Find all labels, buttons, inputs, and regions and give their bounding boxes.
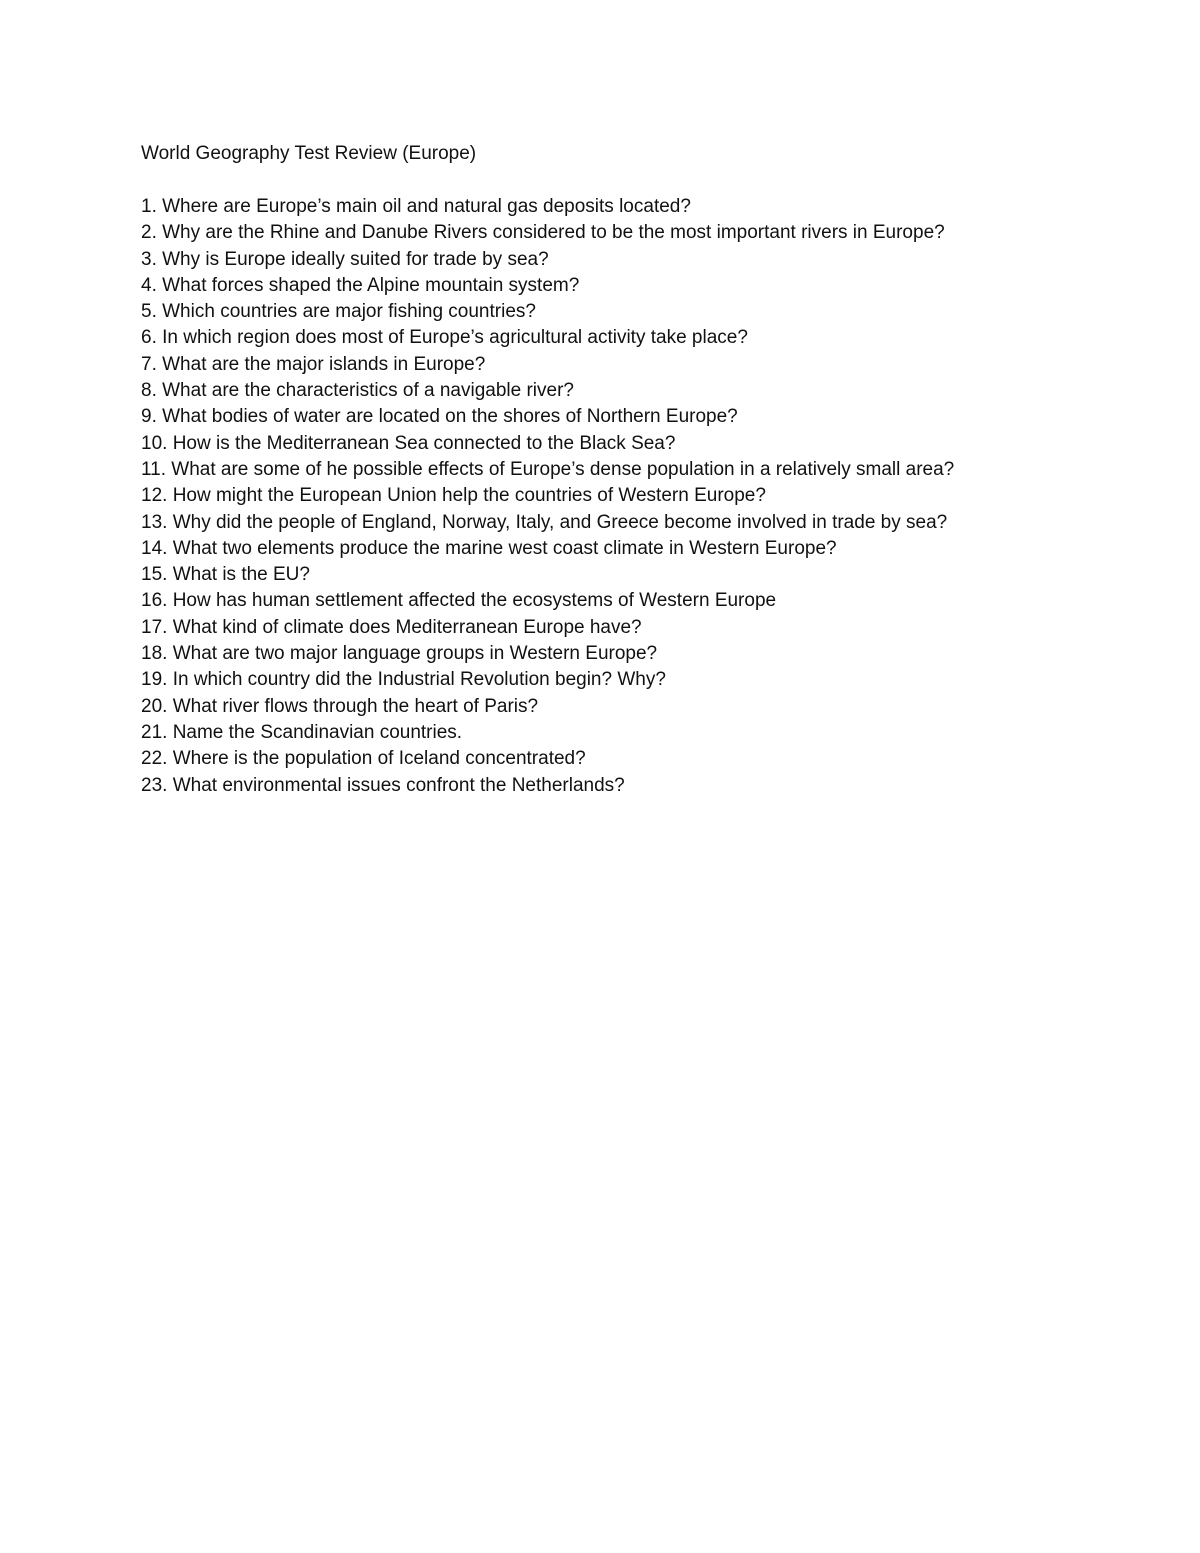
question-item: 15. What is the EU? [141,564,310,586]
question-item: 9. What bodies of water are located on the shores of Northern Europe? [141,406,738,428]
question-item: 6. In which region does most of Europe’s agricultural activity take place? [141,327,748,349]
question-item: 13. Why did the people of England, Norway, Italy, and Greece become involved in trade by sea? [141,511,948,533]
question-item: 2. Why are the Rhine and Danube Rivers considered to be the most important rivers in Europe? [141,222,945,244]
question-item: 12. How might the European Union help the countries of Western Europe? [141,485,766,507]
question-item: 14. What two elements produce the marine west coast climate in Western Europe? [141,537,837,559]
question-item: 4. What forces shaped the Alpine mountain system? [141,274,580,296]
question-item: 10. How is the Mediterranean Sea connected to the Black Sea? [141,432,676,454]
question-item: 20. What river flows through the heart of Paris? [141,695,539,717]
question-list [141,194,1141,799]
question-item: 21. Name the Scandinavian countries. [141,721,463,743]
question-item: 17. What kind of climate does Mediterranean Europe have? [141,616,642,638]
question-item: 11. What are some of he possible effects of Europe’s dense population in a relatively small area? [141,458,955,480]
document-title: World Geography Test Review (Europe) [141,143,477,164]
question-item: 16. How has human settlement affected the ecosystems of Western Europe [141,590,777,612]
question-item: 1. Where are Europe’s main oil and natural gas deposits located? [141,196,691,217]
question-item: 7. What are the major islands in Europe? [141,353,486,375]
question-item: 19. In which country did the Industrial Revolution begin? Why? [141,669,666,691]
question-item: 23. What environmental issues confront the Netherlands? [141,774,625,796]
document-content [141,141,1141,799]
question-item: 22. Where is the population of Iceland concentrated? [141,748,586,770]
question-item: 18. What are two major language groups in Western Europe? [141,643,658,665]
question-item: 5. Which countries are major fishing countries? [141,301,536,323]
question-item: 3. Why is Europe ideally suited for trade by sea? [141,248,549,270]
question-item: 8. What are the characteristics of a navigable river? [141,380,574,402]
